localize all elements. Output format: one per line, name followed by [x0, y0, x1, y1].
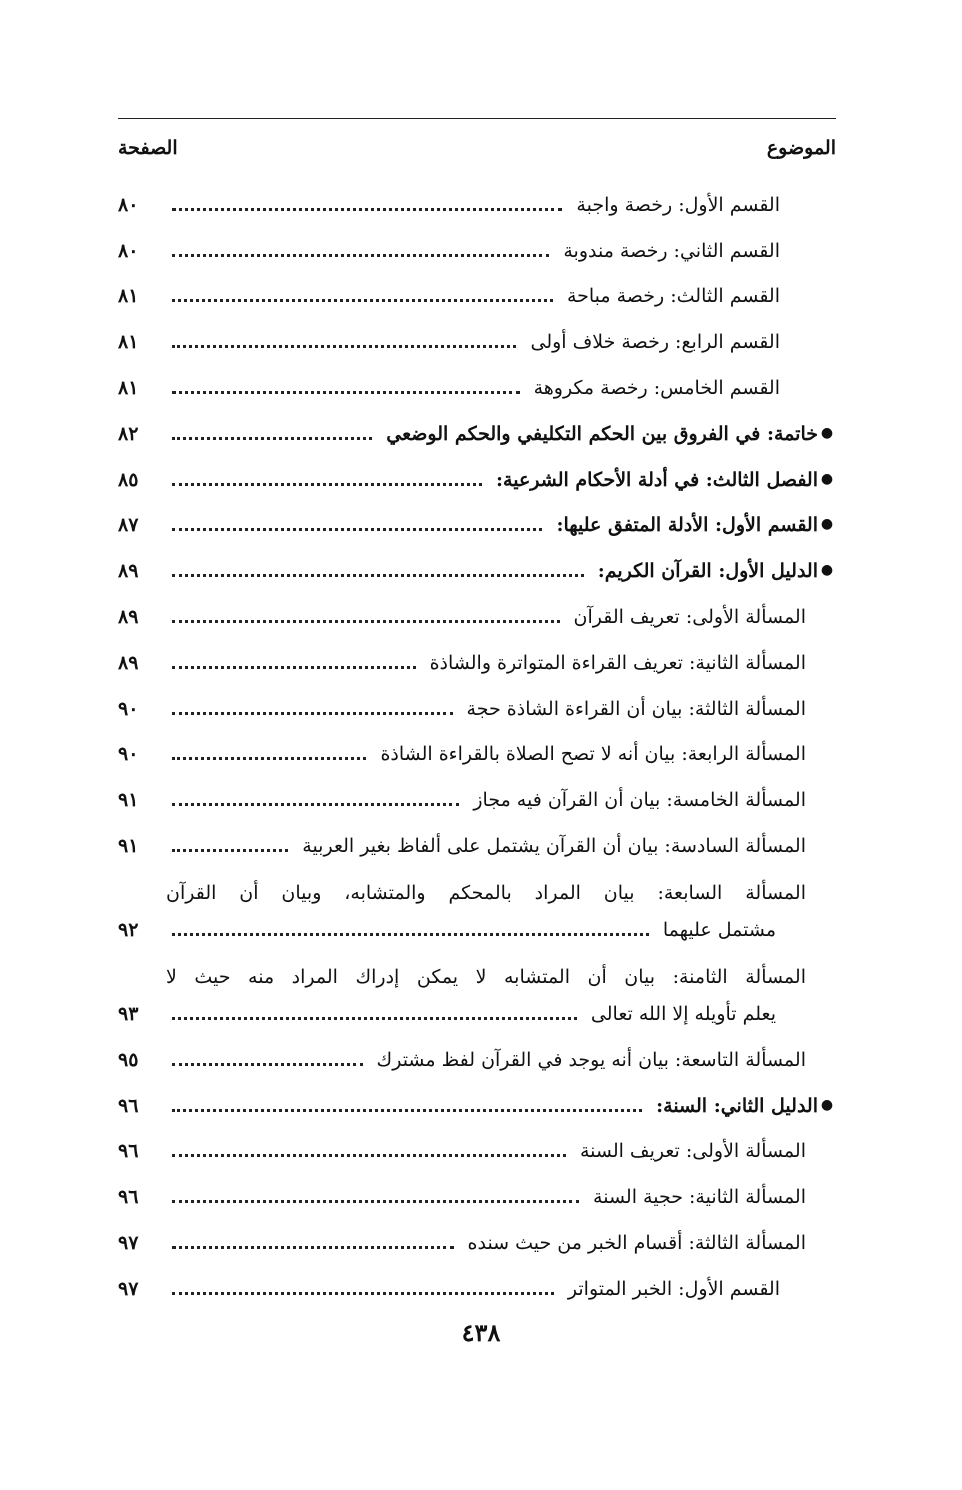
- toc-entry-title-line2: يعلم تأويله إلا الله تعالى: [590, 1002, 776, 1025]
- dot-leader: [172, 666, 416, 669]
- toc-entry-page: ٩٧: [118, 1231, 139, 1254]
- toc-entry-title: المسألة الثالثة: أقسام الخبر من حيث سنده: [467, 1231, 806, 1254]
- toc-entry-page: ٨٩: [118, 560, 139, 583]
- dot-leader: [172, 1292, 554, 1295]
- toc-entry: [118, 719, 836, 765]
- toc-entry-title: المسألة الثانية: حجية السنة: [593, 1186, 806, 1209]
- toc-entry-page: ٩٧: [118, 1277, 139, 1300]
- toc-entry-title: الدليل الأول: القرآن الكريم:: [597, 560, 818, 583]
- toc-entry-text-block: [166, 881, 806, 941]
- toc-entry: [118, 490, 836, 536]
- dot-leader: [172, 933, 649, 936]
- toc-entry-title: المسألة التاسعة: بيان أنه يوجد في القرآن لفظ مشترك: [376, 1048, 806, 1071]
- toc-entry-page: ٨٥: [118, 468, 139, 491]
- toc-entry: [118, 215, 836, 261]
- toc-entry-title: المسألة الأولى: تعريف السنة: [579, 1140, 806, 1163]
- topic-column-label: الموضوع: [766, 137, 836, 159]
- toc-entry-page: ٩٠: [118, 697, 139, 720]
- toc-entry: [118, 627, 836, 673]
- toc-entry-title: القسم الأول: رخصة واجبة: [576, 193, 780, 216]
- toc-entry-title-line2-wrap: [166, 918, 806, 941]
- dot-leader: [172, 1063, 363, 1066]
- toc-entry-title: المسألة الرابعة: بيان أنه لا تصح الصلاة بالقراءة الشاذة: [380, 743, 806, 766]
- bullet-icon: ●: [820, 1096, 834, 1113]
- toc-entry-title-line1: المسألة السابعة: بيان المراد بالمحكم والمتشابه، وبيان أن القرآن: [166, 881, 806, 904]
- toc-entry: [118, 352, 836, 398]
- toc-entry-title: المسألة الأولى: تعريف القرآن: [573, 605, 806, 628]
- toc-entry-title-line1: المسألة الثامنة: بيان أن المتشابه لا يمكن إدراك المراد منه حيث لا: [166, 965, 806, 988]
- toc-entry-page: ٨٢: [118, 422, 139, 445]
- toc-entry-title: القسم الأول: الخبر المتواتر: [567, 1277, 780, 1300]
- toc-entry-page: ٨٠: [118, 239, 139, 262]
- toc-entry: [118, 169, 836, 215]
- toc-list: [118, 169, 836, 1299]
- dot-leader: [172, 1246, 454, 1249]
- toc-entry-title: القسم الرابع: رخصة خلاف أولى: [530, 331, 780, 354]
- toc-entry-page: ٩٦: [118, 1094, 139, 1117]
- dot-leader: [172, 620, 560, 623]
- toc-entry-title: القسم الثاني: رخصة مندوبة: [563, 239, 780, 262]
- dot-leader: [172, 1109, 642, 1112]
- dot-leader: [172, 299, 553, 302]
- toc-entry-page: ٨١: [118, 285, 139, 308]
- toc-entry: [118, 1161, 836, 1207]
- dot-leader: [172, 437, 372, 440]
- toc-entry-title: الدليل الثاني: السنة:: [656, 1094, 818, 1117]
- toc-entry: [118, 306, 836, 352]
- toc-entry-title: المسألة الثالثة: بيان أن القراءة الشاذة حجة: [466, 697, 806, 720]
- bullet-icon: ●: [820, 562, 834, 579]
- toc-entry-multiline: [118, 856, 836, 940]
- toc-entry: [118, 1116, 836, 1162]
- toc-entry-page: ٨١: [118, 376, 139, 399]
- toc-entry-title: المسألة الخامسة: بيان أن القرآن فيه مجاز: [473, 789, 806, 812]
- toc-entry-page: ٨٩: [118, 651, 139, 674]
- bullet-icon: ●: [820, 470, 834, 487]
- dot-leader: [172, 483, 482, 486]
- toc-entry-title-line2-wrap: [166, 1002, 806, 1025]
- toc-entry-title: القسم الخامس: رخصة مكروهة: [533, 376, 780, 399]
- toc-entry: [118, 261, 836, 307]
- bullet-icon: ●: [820, 516, 834, 533]
- toc-entry-page: ٩٠: [118, 743, 139, 766]
- dot-leader: [172, 1200, 579, 1203]
- toc-entry: [118, 764, 836, 810]
- toc-entry-multiline: [118, 940, 836, 1024]
- toc-entry-page: ٨١: [118, 331, 139, 354]
- toc-entry: [118, 1070, 836, 1116]
- toc-header: [118, 118, 836, 159]
- dot-leader: [172, 849, 288, 852]
- dot-leader: [172, 391, 520, 394]
- toc-entry-page: ٨٧: [118, 514, 139, 537]
- toc-page: [118, 118, 836, 1299]
- toc-entry-title: المسألة الثانية: تعريف القراءة المتواترة والشاذة: [429, 651, 806, 674]
- toc-entry: [118, 1207, 836, 1253]
- toc-entry-text-block: [166, 965, 806, 1025]
- page-column-label: الصفحة: [118, 137, 178, 159]
- dot-leader: [172, 1017, 577, 1020]
- toc-entry: [118, 444, 836, 490]
- toc-entry: [118, 810, 836, 856]
- toc-entry-title: القسم الأول: الأدلة المتفق عليها:: [556, 514, 818, 537]
- dot-leader: [172, 712, 453, 715]
- toc-entry-page: ٨٩: [118, 605, 139, 628]
- toc-entry-title: الفصل الثالث: في أدلة الأحكام الشرعية:: [496, 468, 818, 491]
- toc-entry-page: ٩٣: [118, 1002, 139, 1025]
- bullet-icon: ●: [820, 424, 834, 441]
- toc-entry-page: ٩٦: [118, 1140, 139, 1163]
- toc-entry-page: ٨٠: [118, 193, 139, 216]
- toc-entry-page: ٩٥: [118, 1048, 139, 1071]
- toc-entry-title: المسألة السادسة: بيان أن القرآن يشتمل على ألفاظ بغير العربية: [302, 834, 806, 857]
- dot-leader: [172, 803, 459, 806]
- dot-leader: [172, 345, 516, 348]
- dot-leader: [172, 528, 542, 531]
- dot-leader: [172, 1154, 566, 1157]
- toc-entry-page: ٩٢: [118, 918, 139, 941]
- toc-entry: [118, 535, 836, 581]
- toc-entry-title: القسم الثالث: رخصة مباحة: [566, 285, 780, 308]
- toc-entry-page: ٩١: [118, 789, 139, 812]
- toc-entry: [118, 1024, 836, 1070]
- toc-entry-title: خاتمة: في الفروق بين الحكم التكليفي والحكم الوضعي: [386, 422, 818, 445]
- toc-entry-title-line2: مشتمل عليهما: [662, 918, 776, 941]
- dot-leader: [172, 574, 584, 577]
- dot-leader: [172, 208, 562, 211]
- dot-leader: [172, 757, 366, 760]
- toc-entry-page: ٩١: [118, 834, 139, 857]
- toc-entry: [118, 1253, 836, 1299]
- toc-entry: [118, 581, 836, 627]
- toc-entry: [118, 673, 836, 719]
- page-number: ٤٣٨: [461, 1318, 501, 1347]
- dot-leader: [172, 254, 549, 257]
- toc-entry-page: ٩٦: [118, 1186, 139, 1209]
- toc-entry: [118, 398, 836, 444]
